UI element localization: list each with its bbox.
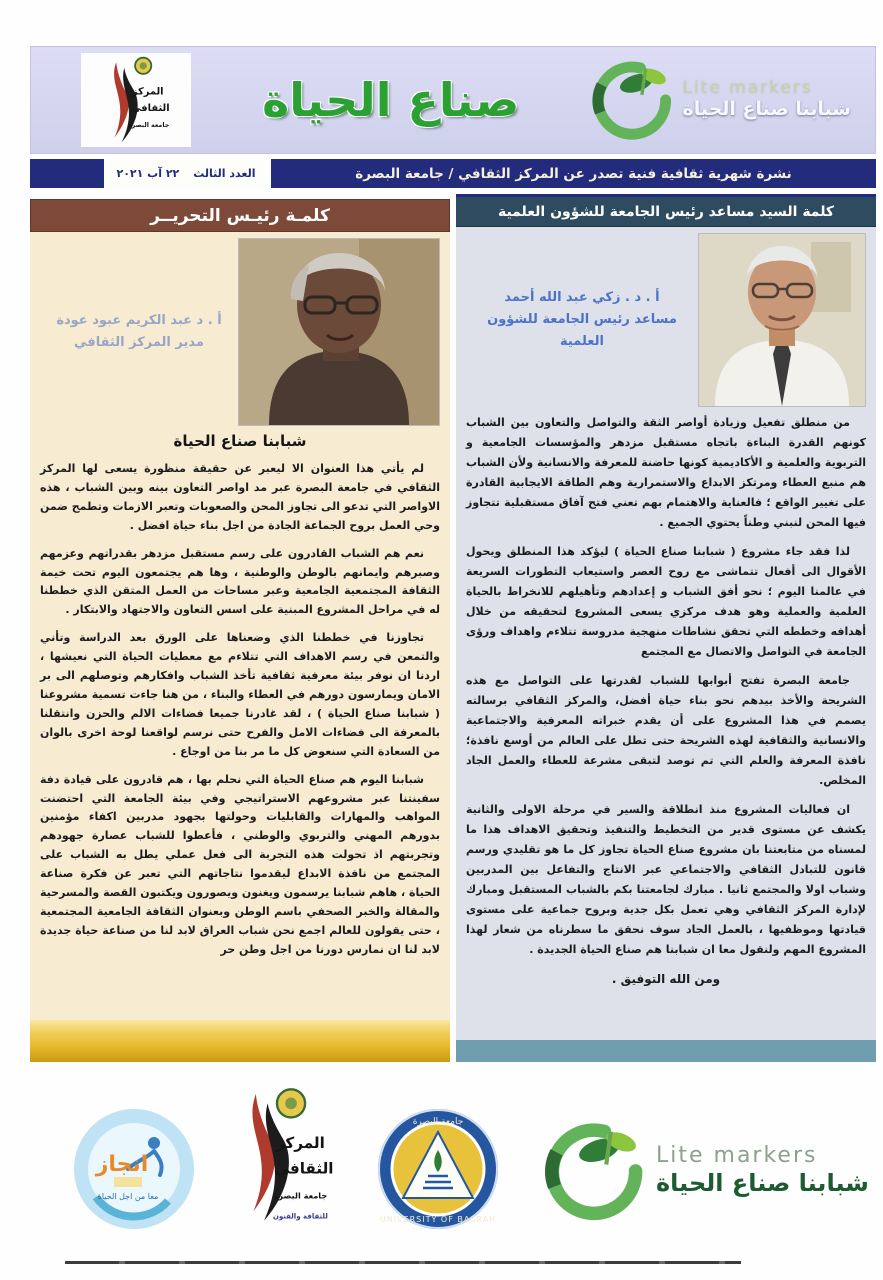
editor-title: مدير المركز الثقافي [74, 335, 204, 350]
editor-paragraph: شبابنا اليوم هم صناع الحياة التي نحلم بها ، هم قادرون على قيادة دفة سفينتنا عبر مشروعهم الاستراتيجي وفي بيئة الجامعة التي احتضنت المواهب والمهارات والقابليات وحولتها بجهود مدربين اكفاء مؤمنين بدورهم المهني والتربوي والوطني ، فأعطوا للشباب عصارة جهودهم وتجربتهم اذ تحولت هذه التجربة الى فعل عملي يطل به الشباب على المجتمع من نافذة الابداع ليقدموا نتاجاتهم التي تعبر عن فكرة صناعة الحياة ، هاهم شبابنا يرسمون ويغنون ويصورون ويكتبون القصة والمسرحية والمقالة والخبر الصحفي باسم الوطن وبعنوان الثقافة الجامعية المجتمعية ، حتى يقولون للعالم اجمع نحن شباب العراق لابد لنا من صناعة حياة جديدة لابد لنا ان نمارس دورنا من اجل وطن حر [40, 772, 440, 956]
cultural-center-logo-icon [90, 55, 182, 145]
editor-column-footer-bar [30, 1020, 450, 1062]
svg-text:الثقافي: الثقافي [131, 102, 170, 114]
svg-text:معا من اجل الحياة: معا من اجل الحياة [97, 1191, 159, 1201]
assistant-photo [698, 233, 866, 407]
svg-text:جامعة البصرة: جامعة البصرة [273, 1190, 328, 1201]
issue-date: ٢٢ آب ٢٠٢١ [116, 167, 180, 180]
editor-column-body [30, 232, 450, 1020]
svg-text:جامعة البصرة: جامعة البصرة [412, 1116, 464, 1127]
life-makers-brand [590, 58, 851, 142]
editor-name: أ . د عبد الكريم عبود عودة [56, 312, 222, 328]
svg-text:جامعة البصرة: جامعة البصرة [127, 122, 170, 129]
assistant-column-body [456, 227, 876, 1040]
cultural-center-footer-logo [225, 1087, 343, 1241]
svg-text:انجاز: انجاز [95, 1151, 149, 1177]
university-of-basrah-seal [375, 1106, 501, 1236]
editor-photo [238, 238, 440, 426]
brand-english-label: Lite markers [682, 78, 813, 99]
lite-markers-leaf-icon [542, 1119, 646, 1223]
assistant-name: أ . د . زكي عبد الله أحمد [504, 289, 660, 305]
svg-text:المركز: المركز [131, 86, 164, 98]
editor-paragraph: تجاوزنا في خططنا الذي وضعناها على الورق بعد الدراسة وتأني والتمعن في رسم الاهداف التي تتلاءم مع معطيات الحياة التي نعيشها ، اردنا ان نوفر بيئة معرفية ثقافية تأخذ الشباب وافكارهم وتوصلهم الى بر الامان ويمارسون دورهم في العطاء والبناء ، من هنا جاءت تسمية مشروعنا ( شبابنا صناع الحياة ) ، لقد غادرنا جميعا فضاءات الالم والحزن وانتقلنا بالمعرفة الى فضاءات الامل والفرح حتى نرسم لواقعنا لوحة اخرى بالوان من السعادة التي سنعوض كل ما مر بنا من اوجاع . [40, 631, 440, 758]
editor-article-heading: شبابنا صناع الحياة [173, 432, 307, 450]
assistant-president-column [456, 194, 876, 1062]
svg-text:UNIVERSITY OF BASRAH: UNIVERSITY OF BASRAH [379, 1214, 497, 1224]
university-of-basrah-seal-icon [375, 1106, 501, 1232]
issue-segment [106, 159, 266, 188]
info-bar-block [30, 159, 104, 188]
assistant-closing: ومن الله التوفيق . [611, 972, 721, 987]
issue-info-bar [30, 159, 876, 188]
editor-person-row [40, 238, 440, 426]
editor-caption [40, 310, 238, 354]
assistant-column-footer-bar [456, 1040, 876, 1062]
editor-portrait-image [239, 239, 439, 425]
cultural-center-footer-logo-icon [225, 1087, 343, 1237]
injaz-logo [70, 1105, 198, 1237]
footer-brand-english-label: Lite markers [656, 1142, 818, 1168]
cultural-center-logo [81, 53, 191, 147]
assistant-paragraph: جامعة البصرة تفتح أبوابها للشباب لقدرتها على التواصل مع هذه الشريحة والأخذ بيدهم نحو بناء حياة أفضل، والمركز الثقافي برسالته يصمم في هذا المشروع على أن يقدم خبراته المعرفية والاجتماعية والانسانية والثقافية لهذه الشريحة حتى تطل على العالم من أوسع نافذة؛ نافذة المعرفة والعلم التي تم توصد لتبقى مشرعة للعطاء والعمل الجاد المخلص. [466, 674, 866, 788]
svg-text:المركز: المركز [275, 1133, 325, 1152]
brand-arabic-label: شبابنا صناع الحياة [682, 97, 851, 120]
assistant-paragraph: ان فعاليات المشروع منذ انطلاقة والسير في مرحلة الاولى والثانية يكشف عن مستوى قدير من التخطيط والتنفيذ وتحقيق الاهداف هذا ما لمسناه من متابعتنا بان مشروع صناع الحياة تجاوز كل ما هو تقليدي ورسم قانون للتبادل الثقافي والاجتماعي عبر الانتاج والتفاعل بين المدربين وشباب اولا والمجتمع ثانيا . مبارك لجامعتنا بكم بالشباب المستقبل ومبارك لإدارة المركز الثقافي وهي تعمل بكل جدية وبروح جماعية على مستوى قيادتها وموظفيها ، بالعمل الجاد سوف نحقق ما سطرناه من شعار لهذا المشروع المهم ولنقول معا ان شبابنا هم صناع الحياة الجديدة . [466, 803, 866, 957]
assistant-portrait-image [699, 234, 865, 406]
editor-paragraph: لم يأتي هذا العنوان الا ليعبر عن حقيقة منظورة يسعى لها المركز الثقافي في جامعة البصرة عبر مد اواصر التعاون بينه وبين الشباب ، هذه الاواصر التي تدعو الى تجاوز المحن والصعوبات وتعبر الازمات وتطمح ضمن وحي العمل بروح الجماعة الجادة من اجل بناء حياة افضل . [40, 462, 440, 532]
footer-brand-arabic-label: شبابنا صناع الحياة [656, 1169, 869, 1198]
injaz-logo-icon [70, 1105, 198, 1233]
columns [30, 194, 876, 1062]
newsletter-subtitle: نشرة شهرية ثقافية فنية تصدر عن المركز الثقافي / جامعة البصرة [271, 159, 876, 188]
assistant-person-row [466, 233, 866, 407]
svg-text:للثقافة والفنون: للثقافة والفنون [272, 1211, 328, 1221]
assistant-caption [466, 287, 698, 353]
bottom-divider [65, 1261, 741, 1264]
masthead [30, 46, 876, 154]
life-makers-leaf-icon [590, 58, 674, 142]
editor-column [30, 194, 450, 1062]
svg-text:الثقافي: الثقافي [274, 1159, 334, 1178]
assistant-paragraph: لذا فقد جاء مشروع ( شبابنا صناع الحياة ) ليؤكد هذا المنطلق ويحول الأقوال الى أفعال تتماشى مع روح العصر واستيعاب التطورات السريعة في عالمنا اليوم ؛ نحو أفق الشباب و إعدادهم وتأهيلهم للانخراط بالحياة العلمية والعملية وهو هدف مركزي يسعى المشروع لتحقيقه من خلال أهدافه وخططه التي تحقق نشاطات منهجية مدروسة تتلاءم واهداف ورؤى الجامعة في التواصل والاتصال مع المجتمع [466, 545, 866, 659]
newsletter-title: صناع الحياة [262, 73, 520, 127]
issue-number: العدد الثالث [193, 167, 256, 180]
assistant-column-header: كلمة السيد مساعد رئيس الجامعة للشؤون العلمية [456, 194, 876, 227]
lite-markers-footer-logo [542, 1119, 869, 1223]
editor-column-header: كلمـة رئيـس التحريــر [30, 199, 450, 232]
assistant-title: مساعد رئيس الجامعة للشؤون العلمية [487, 311, 677, 350]
assistant-paragraph: من منطلق تفعيل وزيادة أواصر الثقة والتواصل والتعاون بين الشباب كونهم القدرة البناءة باتجاه مستقبل مزدهر والمؤسسات الجامعية و التربوية والعلمية و الأكاديمية كونها حاضنة للمعرفة والانسانية ولأن الشباب هم منبع العطاء ومرتكز الابداع والاستمرارية وهم الطاقة الايجابية القادرة على تغيير الواقع ؛ فالعناية والاهتمام بهم تعني فتح آفاق مستقبلية تتجاوز فيها المحن لنبني وطناً يحتوي الجميع . [466, 416, 866, 530]
editor-paragraph: نعم هم الشباب القادرون على رسم مستقبل مزدهر بقدراتهم وعزمهم وصبرهم وايمانهم بالوطن والوطنية ، وها هم يجتمعون اليوم تحت خيمة الثقافة المجتمعية الجامعية وعبر مساحات من العمل المتقن الذي خططنا له في مراحل المشروع المبنية على اسس التعاون والاجتهاد والابتكار . [40, 546, 440, 617]
footer-logos [30, 1088, 876, 1253]
